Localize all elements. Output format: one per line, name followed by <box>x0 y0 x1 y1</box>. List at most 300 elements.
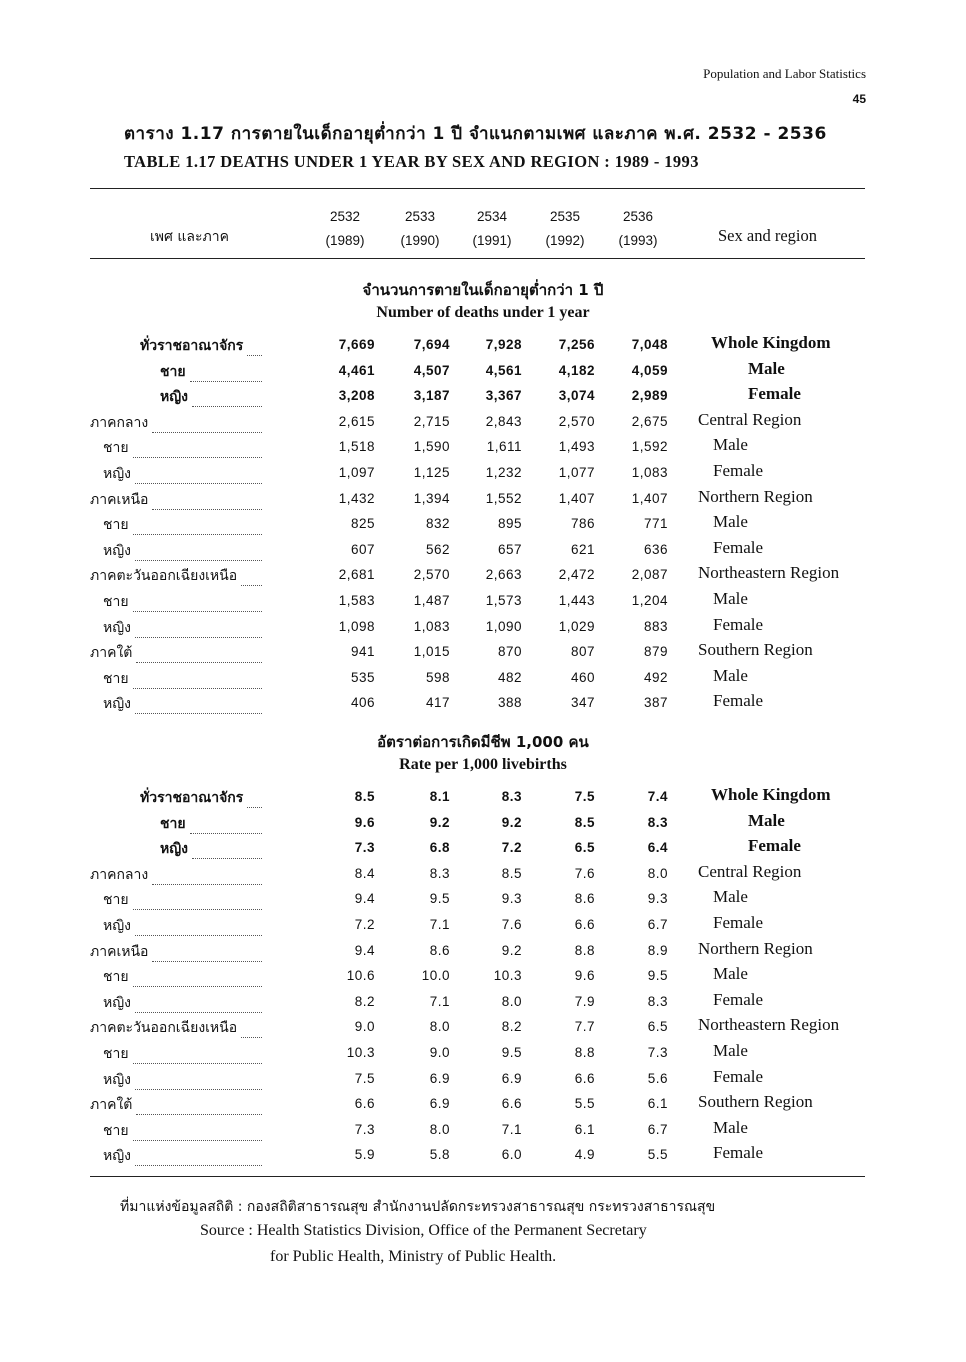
table-cell: 3,187 <box>413 388 450 404</box>
leader-dots <box>135 992 262 1013</box>
table-cell: 8.8 <box>574 1045 595 1060</box>
thai-year: 2535 <box>549 209 581 224</box>
leader-dots <box>135 915 262 936</box>
table-cell: 1,204 <box>631 593 668 608</box>
table-cell: 3,367 <box>485 388 522 404</box>
row-label-thai: หญิง <box>103 696 131 713</box>
table-cell: 6.1 <box>574 1121 595 1137</box>
table-cell: 2,843 <box>485 413 522 429</box>
table-cell: 636 <box>643 541 668 557</box>
table-cell: 8.3 <box>647 993 668 1009</box>
table-cell: 1,518 <box>338 439 375 455</box>
leader-dots <box>136 1094 262 1115</box>
table-cell: 1,487 <box>413 593 450 608</box>
table-row <box>0 358 966 387</box>
table-cell: 8.5 <box>574 814 595 830</box>
table-cell: 7.1 <box>501 1121 522 1137</box>
table-cell: 8.0 <box>429 1019 450 1035</box>
table-cell: 417 <box>425 695 450 711</box>
table-cell: 8.3 <box>429 865 450 881</box>
table-cell: 7.6 <box>501 917 522 932</box>
table-cell: 1,083 <box>413 618 450 634</box>
table-cell: 9.3 <box>501 891 522 907</box>
table-cell: 6.1 <box>647 1096 668 1112</box>
row-label-english: Male <box>713 512 748 532</box>
table-cell: 1,493 <box>558 439 595 455</box>
gregorian-year: (1991) <box>472 233 512 248</box>
leader-dots <box>133 591 262 612</box>
table-cell: 832 <box>425 516 450 532</box>
row-label-english: Female <box>748 836 801 856</box>
leader-dots <box>192 838 262 859</box>
table-cell: 387 <box>643 695 668 711</box>
table-cell: 1,443 <box>558 593 595 608</box>
table-cell: 786 <box>570 516 595 532</box>
table-row <box>0 1145 966 1171</box>
table-cell: 2,472 <box>558 567 595 583</box>
right-column-header: Sex and region <box>718 226 817 245</box>
leader-dots <box>135 693 262 714</box>
year-column-header <box>530 205 600 253</box>
table-cell: 9.6 <box>354 814 375 830</box>
table-cell: 7.9 <box>574 993 595 1009</box>
table-cell: 7,048 <box>631 337 668 352</box>
table-cell: 10.3 <box>346 1045 375 1060</box>
year-column-header <box>457 205 527 253</box>
table-row <box>0 989 966 1018</box>
table-cell: 883 <box>643 618 668 634</box>
table-cell: 6.9 <box>429 1070 450 1086</box>
table-cell: 4,507 <box>413 362 450 378</box>
row-label-thai: ชาย <box>103 1122 129 1139</box>
leader-dots <box>152 864 262 885</box>
row-label-english: Female <box>713 989 764 1009</box>
leader-dots <box>133 514 262 535</box>
row-label-thai: ชาย <box>160 815 186 832</box>
row-label-english: Female <box>713 1143 764 1163</box>
table-cell: 1,015 <box>413 644 450 660</box>
table-cell: 8.4 <box>354 865 375 881</box>
table-cell: 2,570 <box>558 413 595 429</box>
table-cell: 4,059 <box>631 362 668 378</box>
table-cell: 8.6 <box>574 891 595 907</box>
row-label-english: Female <box>713 913 764 932</box>
row-label-thai: ภาคเหนือ <box>90 491 149 508</box>
table-cell: 8.0 <box>501 993 522 1009</box>
leader-dots <box>241 565 262 586</box>
table-cell: 5.8 <box>429 1147 450 1163</box>
table-cell: 10.3 <box>493 968 522 984</box>
row-label-english: Whole Kingdom <box>711 785 831 804</box>
row-label-english: Female <box>713 691 764 711</box>
table-cell: 9.0 <box>354 1019 375 1035</box>
table-cell: 7.5 <box>354 1070 375 1086</box>
table-cell: 9.6 <box>574 968 595 984</box>
row-label-english: Southern Region <box>698 640 813 660</box>
leader-dots <box>133 889 262 910</box>
table-row <box>0 787 966 813</box>
top-rule <box>90 188 865 189</box>
table-cell: 492 <box>643 669 668 685</box>
year-column-header <box>385 205 455 253</box>
table-cell: 4,461 <box>338 362 375 378</box>
table-cell: 9.4 <box>354 891 375 907</box>
table-cell: 1,125 <box>413 465 450 480</box>
leader-dots <box>152 412 262 433</box>
table-cell: 8.1 <box>429 789 450 804</box>
table-row <box>0 486 966 515</box>
page-number: 45 <box>852 92 866 106</box>
table-cell: 1,583 <box>338 593 375 608</box>
series-title: Population and Labor Statistics <box>703 66 866 81</box>
row-label-english: Northern Region <box>698 486 813 506</box>
table-cell: 1,552 <box>485 490 522 506</box>
table-cell: 6.6 <box>574 917 595 932</box>
table-cell: 3,074 <box>558 388 595 404</box>
table-row <box>0 915 966 941</box>
table-cell: 535 <box>350 669 375 685</box>
year-column-header <box>310 205 380 253</box>
row-label-english: Male <box>713 589 748 608</box>
table-row <box>0 591 966 617</box>
table-cell: 5.5 <box>647 1147 668 1163</box>
table-row <box>0 1117 966 1146</box>
table-cell: 6.7 <box>647 917 668 932</box>
table-cell: 6.4 <box>647 840 668 856</box>
table-cell: 4.9 <box>574 1147 595 1163</box>
leader-dots <box>133 668 262 689</box>
row-label-english: Northeastern Region <box>698 563 840 583</box>
table-cell: 6.9 <box>429 1096 450 1112</box>
row-label-thai: ชาย <box>103 594 129 610</box>
section-title-thai: จำนวนการตายในเด็กอายุต่ำกว่า 1 ปี <box>362 281 604 299</box>
section-title-thai: อัตราต่อการเกิดมีชีพ 1,000 คน <box>377 733 589 751</box>
thai-year: 2536 <box>622 209 654 224</box>
table-cell: 9.5 <box>429 891 450 907</box>
table-row <box>0 665 966 694</box>
leader-dots <box>133 1043 262 1064</box>
table-cell: 8.0 <box>429 1121 450 1137</box>
table-cell: 9.5 <box>647 968 668 984</box>
table-cell: 9.0 <box>429 1045 450 1060</box>
table-cell: 482 <box>497 669 522 685</box>
table-row <box>0 1017 966 1043</box>
table-row <box>0 565 966 591</box>
table-cell: 7.1 <box>429 993 450 1009</box>
table-cell: 5.9 <box>354 1147 375 1163</box>
row-label-thai: หญิง <box>160 389 188 406</box>
table-cell: 941 <box>350 644 375 660</box>
leader-dots <box>152 489 262 510</box>
row-label-english: Central Region <box>698 409 802 429</box>
table-cell: 2,715 <box>413 413 450 429</box>
table-cell: 3,208 <box>338 388 375 404</box>
table-cell: 8.5 <box>501 865 522 881</box>
table-cell: 1,432 <box>338 490 375 506</box>
row-label-thai: ภาคตะวันออกเฉียงเหนือ <box>90 1020 238 1037</box>
table-cell: 1,098 <box>338 618 375 634</box>
table-cell: 1,573 <box>485 593 522 608</box>
table-row <box>0 614 966 643</box>
table-cell: 8.3 <box>501 789 522 804</box>
table-cell: 8.6 <box>429 942 450 958</box>
row-label-english: Northern Region <box>698 938 813 958</box>
table-cell: 8.0 <box>647 865 668 881</box>
row-label-thai: ชาย <box>103 1046 129 1062</box>
table-cell: 6.8 <box>429 840 450 856</box>
row-label-thai: ชาย <box>103 670 129 687</box>
row-label-english: Southern Region <box>698 1092 813 1112</box>
leader-dots <box>190 813 262 834</box>
leader-dots <box>135 1145 262 1166</box>
table-cell: 5.6 <box>647 1070 668 1086</box>
row-label-thai: หญิง <box>103 619 131 636</box>
table-row <box>0 938 966 967</box>
table-cell: 7.5 <box>574 789 595 804</box>
table-cell: 9.2 <box>429 814 450 830</box>
table-cell: 7.4 <box>647 789 668 804</box>
table-cell: 1,590 <box>413 439 450 455</box>
table-row <box>0 514 966 540</box>
table-cell: 460 <box>570 669 595 685</box>
leader-dots <box>241 1017 262 1038</box>
row-label-thai: หญิง <box>160 841 188 858</box>
table-cell: 8.9 <box>647 942 668 958</box>
table-cell: 9.2 <box>501 942 522 958</box>
table-cell: 8.2 <box>501 1019 522 1035</box>
table-row <box>0 1094 966 1120</box>
source-english-line1: Source : Health Statistics Division, Office of the Permanent Secretary <box>200 1222 647 1239</box>
row-label-thai: ภาคเหนือ <box>90 943 149 960</box>
leader-dots <box>247 787 262 808</box>
gregorian-year: (1989) <box>325 233 365 248</box>
table-cell: 607 <box>350 541 375 557</box>
row-label-english: Whole Kingdom <box>711 333 831 352</box>
table-cell: 9.2 <box>501 814 522 830</box>
row-label-english: Female <box>713 537 764 557</box>
leader-dots <box>133 437 262 458</box>
row-label-english: Female <box>713 1066 764 1086</box>
bottom-rule <box>90 1176 865 1177</box>
table-row <box>0 838 966 864</box>
row-label-english: Male <box>748 810 785 830</box>
table-title-english: TABLE 1.17 DEATHS UNDER 1 YEAR BY SEX AND REGION : 1989 - 1993 <box>124 152 699 171</box>
table-row <box>0 1066 966 1095</box>
table-cell: 895 <box>497 516 522 532</box>
row-label-english: Female <box>713 614 764 634</box>
row-label-thai: ชาย <box>103 969 129 986</box>
table-cell: 1,394 <box>413 490 450 506</box>
row-label-thai: หญิง <box>103 542 131 559</box>
gregorian-year: (1993) <box>618 233 658 248</box>
table-cell: 9.4 <box>354 942 375 958</box>
row-label-english: Male <box>713 1041 748 1060</box>
table-row <box>0 463 966 489</box>
table-cell: 8.2 <box>354 993 375 1009</box>
leader-dots <box>192 386 262 407</box>
row-label-thai: ภาคตะวันออกเฉียงเหนือ <box>90 568 238 585</box>
table-cell: 562 <box>425 541 450 557</box>
table-row <box>0 437 966 463</box>
table-cell: 7.6 <box>574 865 595 881</box>
table-cell: 598 <box>425 669 450 685</box>
row-label-thai: ภาคกลาง <box>90 866 149 883</box>
table-cell: 879 <box>643 644 668 660</box>
table-cell: 6.0 <box>501 1147 522 1163</box>
table-cell: 7,669 <box>338 337 375 352</box>
table-row <box>0 386 966 412</box>
section-title-english: Rate per 1,000 livebirths <box>399 756 567 773</box>
table-row <box>0 537 966 566</box>
gregorian-year: (1992) <box>545 233 585 248</box>
leader-dots <box>135 1069 262 1090</box>
row-label-english: Northeastern Region <box>698 1015 840 1035</box>
table-cell: 8.3 <box>647 814 668 830</box>
table-cell: 1,077 <box>558 465 595 480</box>
table-cell: 8.8 <box>574 942 595 958</box>
table-row <box>0 861 966 890</box>
row-label-thai: ชาย <box>160 363 186 380</box>
table-cell: 8.5 <box>354 789 375 804</box>
leader-dots <box>190 361 262 382</box>
row-label-thai: ทั่วราชอาณาจักร <box>140 338 244 354</box>
table-row <box>0 693 966 719</box>
table-cell: 2,663 <box>485 567 522 583</box>
thai-year: 2532 <box>329 209 361 224</box>
row-label-thai: ภาคใต้ <box>90 645 133 662</box>
table-cell: 7.3 <box>647 1045 668 1060</box>
table-cell: 870 <box>497 644 522 660</box>
table-cell: 10.0 <box>421 968 450 984</box>
leader-dots <box>133 1120 262 1141</box>
table-cell: 7.2 <box>354 917 375 932</box>
table-cell: 7.3 <box>354 1121 375 1137</box>
table-cell: 2,087 <box>631 567 668 583</box>
table-cell: 4,182 <box>558 362 595 378</box>
row-label-english: Male <box>748 358 785 378</box>
header-rule <box>90 258 865 259</box>
leader-dots <box>133 966 262 987</box>
row-label-thai: ชาย <box>103 517 129 534</box>
leader-dots <box>136 642 262 663</box>
table-cell: 7,256 <box>558 337 595 352</box>
thai-year: 2533 <box>404 209 436 224</box>
table-row <box>0 889 966 915</box>
table-cell: 1,090 <box>485 618 522 634</box>
row-label-thai: หญิง <box>103 994 131 1011</box>
table-cell: 771 <box>643 516 668 532</box>
row-label-thai: ทั่วราชอาณาจักร <box>140 790 244 806</box>
table-cell: 807 <box>570 644 595 660</box>
row-label-thai: ภาคกลาง <box>90 414 149 431</box>
table-cell: 6.5 <box>574 840 595 856</box>
leader-dots <box>247 335 262 356</box>
table-cell: 7.3 <box>354 840 375 856</box>
table-cell: 6.6 <box>574 1070 595 1086</box>
row-label-thai: หญิง <box>103 1148 131 1165</box>
table-cell: 6.9 <box>501 1070 522 1086</box>
row-label-english: Female <box>748 384 801 404</box>
table-row <box>0 966 966 992</box>
table-cell: 7.7 <box>574 1019 595 1035</box>
table-cell: 657 <box>497 541 522 557</box>
thai-year: 2534 <box>476 209 508 224</box>
table-title-thai: ตาราง 1.17 การตายในเด็กอายุต่ำกว่า 1 ปี จำแนกตามเพศ และภาค พ.ศ. 2532 - 2536 <box>124 124 827 144</box>
row-label-english: Female <box>713 461 764 480</box>
table-cell: 7,694 <box>413 337 450 352</box>
table-row <box>0 810 966 839</box>
table-cell: 2,681 <box>338 567 375 583</box>
table-cell: 5.5 <box>574 1096 595 1112</box>
table-cell: 2,675 <box>631 413 668 429</box>
section-title-english: Number of deaths under 1 year <box>376 304 590 321</box>
table-cell: 1,029 <box>558 618 595 634</box>
table-cell: 1,407 <box>631 490 668 506</box>
row-label-thai: ชาย <box>103 440 129 457</box>
row-label-english: Male <box>713 665 748 685</box>
table-cell: 9.3 <box>647 891 668 907</box>
table-cell: 825 <box>350 516 375 532</box>
gregorian-year: (1990) <box>400 233 440 248</box>
table-cell: 2,989 <box>631 388 668 404</box>
row-label-english: Male <box>713 1117 748 1137</box>
table-cell: 388 <box>497 695 522 711</box>
year-column-header <box>603 205 673 253</box>
table-cell: 4,561 <box>485 362 522 378</box>
table-row <box>0 642 966 668</box>
row-label-english: Male <box>713 887 748 907</box>
table-cell: 1,592 <box>631 439 668 455</box>
row-label-english: Male <box>713 964 748 984</box>
table-cell: 1,232 <box>485 465 522 480</box>
row-label-thai: ภาคใต้ <box>90 1097 133 1114</box>
table-cell: 10.6 <box>346 968 375 984</box>
leader-dots <box>135 463 262 484</box>
table-cell: 7,928 <box>485 337 522 352</box>
table-cell: 9.5 <box>501 1045 522 1060</box>
table-row <box>0 1043 966 1069</box>
row-label-thai: ชาย <box>103 892 129 909</box>
source-english-line2: for Public Health, Ministry of Public Health. <box>270 1248 557 1265</box>
source-thai: ที่มาแห่งข้อมูลสถิติ : กองสถิติสาธารณสุข สำนักงานปลัดกระทรวงสาธารณสุข กระทรวงสาธารณสุข <box>120 1199 716 1215</box>
table-cell: 6.7 <box>647 1121 668 1137</box>
row-label-english: Central Region <box>698 861 802 881</box>
table-cell: 1,083 <box>631 465 668 480</box>
row-label-thai: หญิง <box>103 1071 131 1088</box>
row-label-thai: หญิง <box>103 466 131 482</box>
row-label-thai: หญิง <box>103 918 131 934</box>
leader-dots <box>152 941 262 962</box>
table-cell: 2,570 <box>413 567 450 583</box>
row-label-english: Male <box>713 435 748 455</box>
table-cell: 347 <box>570 695 595 711</box>
table-cell: 406 <box>350 695 375 711</box>
leader-dots <box>135 617 262 638</box>
table-cell: 1,407 <box>558 490 595 506</box>
table-cell: 1,097 <box>338 465 375 480</box>
table-cell: 2,615 <box>338 413 375 429</box>
table-row <box>0 409 966 438</box>
table-cell: 621 <box>570 541 595 557</box>
left-column-header: เพศ และภาค <box>150 229 229 245</box>
table-cell: 6.6 <box>354 1096 375 1112</box>
table-row <box>0 335 966 361</box>
table-cell: 7.1 <box>429 917 450 932</box>
table-cell: 6.5 <box>647 1019 668 1035</box>
table-cell: 6.6 <box>501 1096 522 1112</box>
table-cell: 1,611 <box>486 439 522 455</box>
table-cell: 7.2 <box>501 840 522 856</box>
